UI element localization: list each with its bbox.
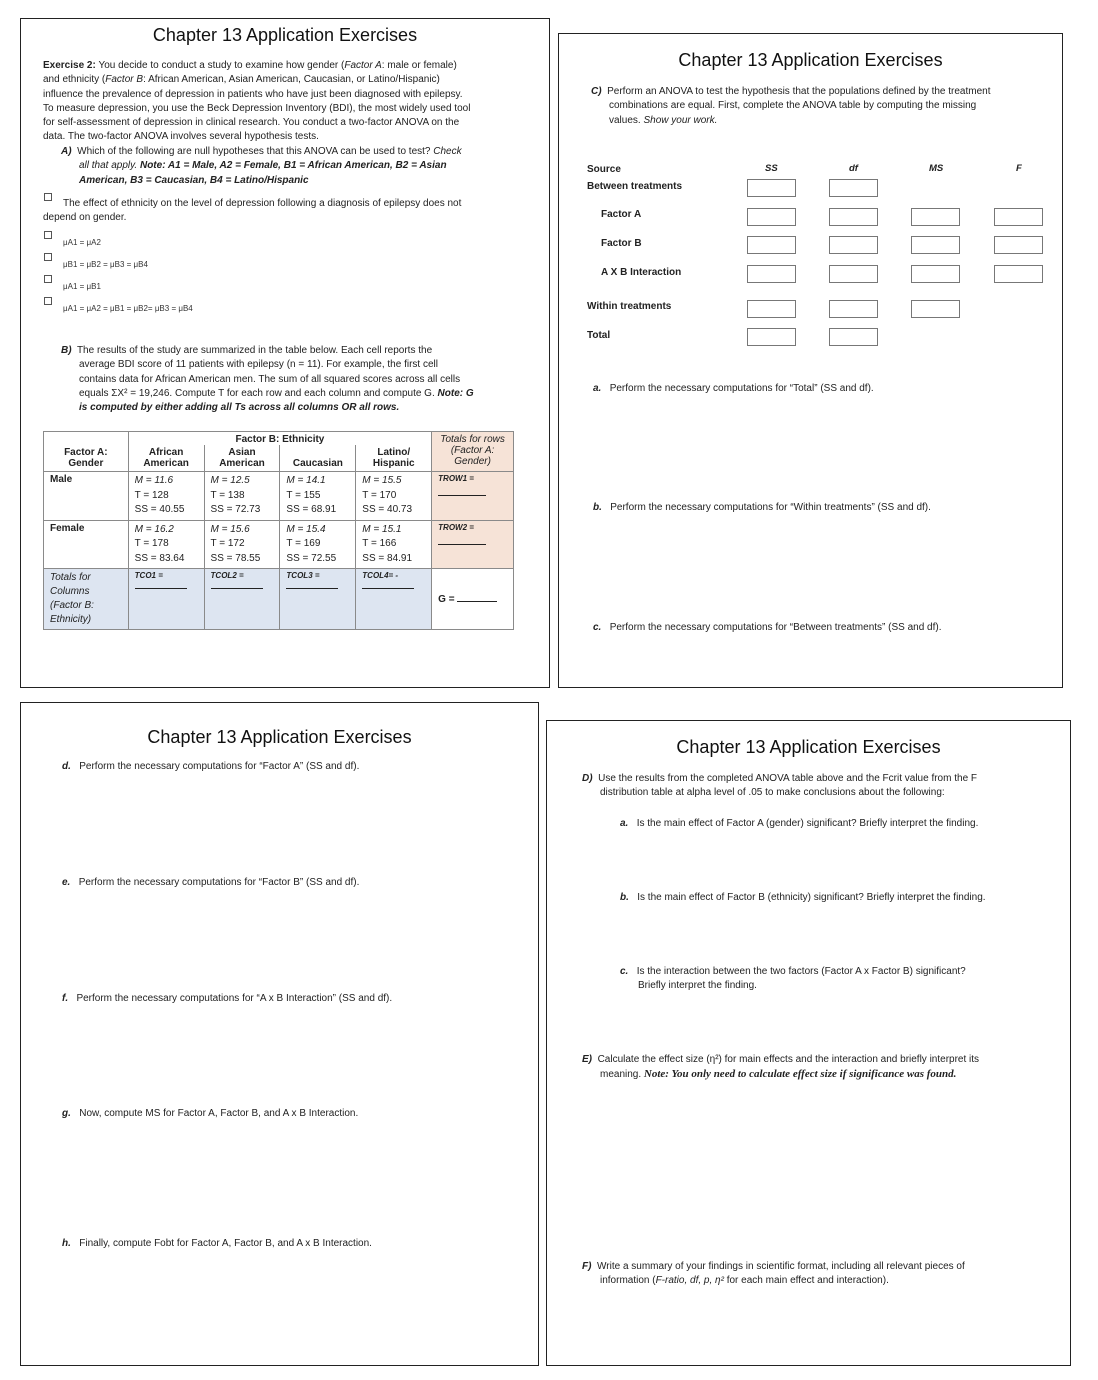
question-d-b: b. Is the main effect of Factor B (ethnicity) significant? Briefly interpret the finding. bbox=[620, 892, 986, 903]
row-label: Female bbox=[44, 520, 129, 569]
anova-row-interaction: A X B Interaction bbox=[601, 267, 682, 278]
col-total-2[interactable]: TCOL2 = bbox=[204, 569, 280, 630]
option-1-text: The effect of ethnicity on the level of depression following a diagnosis of epilepsy does not depend on gender. bbox=[43, 198, 462, 224]
page-title: Chapter 13 Application Exercises bbox=[678, 50, 943, 70]
exercise-label: Exercise 2: bbox=[43, 60, 96, 71]
exercise-intro: Exercise 2: You decide to conduct a study to examine how gender (Factor A: male or female) and ethnicity (Factor B: African American, Asian American, Caucasian, or Latino/Hispanic) influence the prevalence of depression in patients who have just been diagnosed with epilepsy. To measure depression, you use the Beck Depression Inventory (BDI), the most widely used tool for self-assessment of depression in clinical research. You conduct a two-factor ANOVA on the data. The two-factor ANOVA involves several hypothesis tests. bbox=[43, 60, 471, 143]
option-5-text: μA1 = μA2 = μB1 = μB2= μB3 = μB4 bbox=[63, 304, 193, 313]
anova-row-factor-b: Factor B bbox=[601, 238, 642, 249]
table-cell: M = 16.2 T = 178 SS = 83.64 bbox=[128, 520, 204, 569]
anova-ss-header: SS bbox=[765, 163, 778, 174]
question-g: g. Now, compute MS for Factor A, Factor B, and A x B Interaction. bbox=[62, 1108, 359, 1119]
col-header-asian-american: Asian American bbox=[204, 445, 280, 472]
col-total-4[interactable]: TCOL4= - bbox=[356, 569, 432, 630]
bdi-data-table bbox=[43, 431, 514, 630]
part-d-question: D) Use the results from the completed ANOVA table above and the Fcrit value from the F distribution table at alpha level of .05 to make conclusions about the following: bbox=[582, 773, 978, 799]
question-c: c. Perform the necessary computations for “Between treatments” (SS and df). bbox=[593, 622, 942, 633]
table-cell: M = 15.1 T = 166 SS = 84.91 bbox=[356, 520, 432, 569]
factor-b-ss-input[interactable] bbox=[747, 236, 796, 254]
col-header-latino-hispanic: Latino/ Hispanic bbox=[356, 445, 432, 472]
page-title: Chapter 13 Application Exercises bbox=[147, 727, 412, 747]
anova-f-header: F bbox=[1016, 163, 1022, 174]
question-b: b. Perform the necessary computations for “Within treatments” (SS and df). bbox=[593, 502, 931, 513]
question-e: e. Perform the necessary computations for “Factor B” (SS and df). bbox=[62, 877, 360, 888]
factor-a-f-input[interactable] bbox=[994, 208, 1043, 226]
table-row-male bbox=[44, 472, 514, 521]
option-4-text: μA1 = μB1 bbox=[63, 282, 101, 291]
question-a: a. Perform the necessary computations for “Total” (SS and df). bbox=[593, 383, 874, 394]
checkbox-option-3[interactable] bbox=[44, 253, 52, 261]
factor-a-ms-input[interactable] bbox=[911, 208, 960, 226]
page-2 bbox=[558, 33, 1063, 688]
within-ms-input[interactable] bbox=[911, 300, 960, 318]
option-2-text: μA1 = μA2 bbox=[63, 238, 101, 247]
question-h: h. Finally, compute Fobt for Factor A, Factor B, and A x B Interaction. bbox=[62, 1238, 372, 1249]
question-d-c: c. Is the interaction between the two factors (Factor A x Factor B) significant? Briefly interpret the finding. bbox=[620, 966, 966, 992]
interaction-df-input[interactable] bbox=[829, 265, 878, 283]
within-df-input[interactable] bbox=[829, 300, 878, 318]
part-f-question: F) Write a summary of your findings in scientific format, including all relevant pieces of information (F-ratio, df, p, η² for each main effect and interaction). bbox=[582, 1261, 965, 1287]
col-totals-label: Totals for Columns (Factor B: Ethnicity) bbox=[44, 569, 129, 630]
page-title: Chapter 13 Application Exercises bbox=[152, 25, 418, 45]
factor-a-df-input[interactable] bbox=[829, 208, 878, 226]
anova-row-total: Total bbox=[587, 330, 611, 341]
factor-b-ms-input[interactable] bbox=[911, 236, 960, 254]
factor-b-header: Factor B: Ethnicity bbox=[128, 432, 432, 446]
anova-source-header: Source bbox=[587, 164, 621, 175]
checkbox-option-4[interactable] bbox=[44, 275, 52, 283]
option-3-text: μB1 = μB2 = μB3 = μB4 bbox=[63, 260, 148, 269]
total-df-input[interactable] bbox=[829, 328, 878, 346]
interaction-f-input[interactable] bbox=[994, 265, 1043, 283]
anova-row-factor-a: Factor A bbox=[601, 209, 642, 220]
col-total-1[interactable]: TCO1 = bbox=[128, 569, 204, 630]
page-1 bbox=[20, 18, 550, 688]
part-a-question: A) Which of the following are null hypotheses that this ANOVA can be used to test? Check all that apply. Note: A1 = Male, A2 = Female, B1 = African American, B2 = Asian American, B3 = Caucasian, B4 = Latino/Hispanic bbox=[61, 146, 462, 186]
col-header-african-american: African American bbox=[128, 445, 204, 472]
anova-row-between: Between treatments bbox=[587, 181, 683, 192]
totals-rows-header: Totals for rows (Factor A: Gender) bbox=[432, 432, 514, 472]
part-b-question: B) The results of the study are summarized in the table below. Each cell reports the average BDI score of 11 patients with epilepsy (n = 11). For example, the first cell contains data for African American men. The sum of all squared scores across all cells equals ΣX² = 19,246. Compute T for each row and each column and compute G. Note: G is computed by either adding all Ts across all columns OR all rows. bbox=[61, 345, 474, 414]
interaction-ss-input[interactable] bbox=[747, 265, 796, 283]
total-ss-input[interactable] bbox=[747, 328, 796, 346]
anova-df-header: df bbox=[849, 163, 858, 174]
table-row-female bbox=[44, 520, 514, 569]
question-d: d. Perform the necessary computations for “Factor A” (SS and df). bbox=[62, 761, 360, 772]
table-cell: M = 14.1 T = 155 SS = 68.91 bbox=[280, 472, 356, 521]
question-d-a: a. Is the main effect of Factor A (gender) significant? Briefly interpret the finding. bbox=[620, 818, 979, 829]
page-title: Chapter 13 Application Exercises bbox=[676, 737, 941, 757]
row-total-male[interactable]: TROW1 = bbox=[432, 472, 514, 521]
table-cell: M = 12.5 T = 138 SS = 72.73 bbox=[204, 472, 280, 521]
row-total-female[interactable]: TROW2 = bbox=[432, 520, 514, 569]
checkbox-option-5[interactable] bbox=[44, 297, 52, 305]
factor-a-header: Factor A: Gender bbox=[44, 432, 129, 472]
table-cell: M = 11.6 T = 128 SS = 40.55 bbox=[128, 472, 204, 521]
within-ss-input[interactable] bbox=[747, 300, 796, 318]
col-total-3[interactable]: TCOL3 = bbox=[280, 569, 356, 630]
table-cell: M = 15.5 T = 170 SS = 40.73 bbox=[356, 472, 432, 521]
row-label: Male bbox=[44, 472, 129, 521]
between-df-input[interactable] bbox=[829, 179, 878, 197]
page-4 bbox=[546, 720, 1071, 1366]
table-cell: M = 15.4 T = 169 SS = 72.55 bbox=[280, 520, 356, 569]
col-header-caucasian: Caucasian bbox=[280, 445, 356, 472]
factor-b-df-input[interactable] bbox=[829, 236, 878, 254]
anova-ms-header: MS bbox=[929, 163, 944, 174]
grand-total-g[interactable]: G = bbox=[432, 569, 514, 630]
interaction-ms-input[interactable] bbox=[911, 265, 960, 283]
factor-b-f-input[interactable] bbox=[994, 236, 1043, 254]
table-row-column-totals bbox=[44, 569, 514, 630]
part-c-question: C) Perform an ANOVA to test the hypothesis that the populations defined by the treatment combinations are equal. First, complete the ANOVA table by computing the missing values. Show your work. bbox=[591, 86, 991, 126]
page-3 bbox=[20, 702, 539, 1366]
part-e-question: E) Calculate the effect size (η²) for main effects and the interaction and briefly interpret its meaning. Note: You only need to calculate effect size if significance was found. bbox=[582, 1054, 980, 1081]
table-cell: M = 15.6 T = 172 SS = 78.55 bbox=[204, 520, 280, 569]
between-ss-input[interactable] bbox=[747, 179, 796, 197]
factor-a-ss-input[interactable] bbox=[747, 208, 796, 226]
anova-row-within: Within treatments bbox=[587, 301, 672, 312]
question-f: f. Perform the necessary computations for “A x B Interaction” (SS and df). bbox=[62, 993, 393, 1004]
checkbox-option-2[interactable] bbox=[44, 231, 52, 239]
